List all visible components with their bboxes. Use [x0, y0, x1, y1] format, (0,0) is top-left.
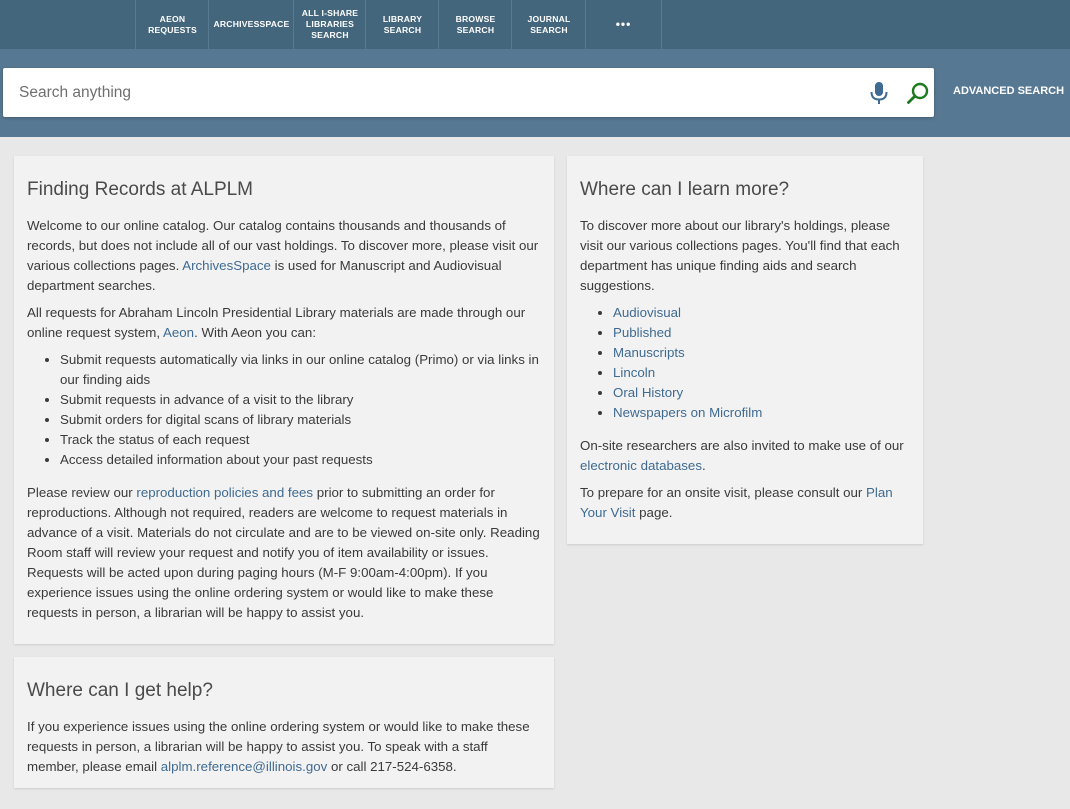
- list-item: [613, 323, 910, 343]
- collections-list: [580, 303, 910, 423]
- list-item: [613, 383, 910, 403]
- reproduction-policies-link[interactable]: reproduction policies and fees: [136, 485, 314, 500]
- nav-label: AEON REQUESTS: [148, 13, 197, 35]
- nav-more-button[interactable]: [585, 0, 662, 49]
- list-item: • Submit requests automatically via links in our online catalog (Primo) or via links in our finding aids: [60, 350, 541, 390]
- audiovisual-link[interactable]: Audiovisual: [613, 305, 682, 320]
- nav-label: ARCHIVESSPACE: [213, 19, 290, 29]
- search-input[interactable]: [3, 68, 843, 117]
- newspapers-link[interactable]: Newspapers on Microfilm: [613, 405, 763, 420]
- published-link[interactable]: Published: [613, 325, 672, 340]
- search-box: [3, 68, 934, 117]
- databases-paragraph: On-site researchers are also invited to make use of our electronic databases.: [580, 438, 904, 473]
- more-icon: •••: [615, 17, 632, 31]
- manuscripts-link[interactable]: Manuscripts: [613, 345, 685, 360]
- list-item: [613, 303, 910, 323]
- nav-all-ishare-search[interactable]: [293, 0, 366, 49]
- microphone-icon[interactable]: [868, 81, 890, 105]
- plan-visit-paragraph: To prepare for an onsite visit, please consult our Plan Your Visit page.: [580, 485, 893, 520]
- aeon-features-list: [27, 350, 541, 470]
- nav-label: JOURNAL SEARCH: [527, 13, 571, 35]
- help-paragraph: If you experience issues using the online ordering system or would like to make these requests in person, a librarian will be happy to assist you. To speak with a staff member, please email alplm.reference@illinois.gov or call 217-524-6358.: [27, 719, 530, 774]
- list-item: [613, 403, 910, 423]
- learn-more-card: [567, 156, 923, 544]
- list-item: • Access detailed information about your past requests: [60, 450, 541, 470]
- nav-label: ALL I-SHARE LIBRARIES SEARCH: [301, 8, 359, 40]
- holdings-paragraph: To discover more about our library's holdings, please visit our various collections pages. You'll find that each department has unique finding aids and search suggestions.: [580, 218, 900, 293]
- email-link[interactable]: alplm.reference@illinois.gov: [160, 759, 328, 774]
- nav-label: LIBRARY SEARCH: [382, 13, 423, 35]
- intro-paragraph: Welcome to our online catalog. Our catalog contains thousands and thousands of records, but does not include all of our vast holdings. To discover more, please visit our various collections pages. ArchivesSpace is used for Manuscript and Audiovisual department searches.: [27, 218, 539, 293]
- card-title: Where can I get help?: [27, 680, 213, 701]
- lincoln-link[interactable]: Lincoln: [613, 365, 656, 380]
- list-item: [613, 343, 910, 363]
- card-title: Finding Records at ALPLM: [27, 179, 254, 200]
- nav-label: BROWSE SEARCH: [455, 13, 496, 35]
- reproduction-paragraph: Please review our reproduction policies and fees prior to submitting an order for reproductions. Although not required, readers are welcome to request materials in advance of a visit. Materials do not circulate and are to be viewed on-site only. Reading Room staff will review your request and notify you of item availability or issues. Requests will be acted upon during paging hours (M-F 9:00am-4:00pm). If you experience issues using the online ordering system or would like to make these requests in person, a librarian will be happy to assist you.: [27, 485, 540, 620]
- help-card: [14, 657, 554, 788]
- list-item: • Submit orders for digital scans of library materials: [60, 410, 541, 430]
- finding-records-card: [14, 156, 554, 644]
- electronic-databases-link[interactable]: electronic databases: [580, 458, 702, 473]
- nav-browse-search[interactable]: [438, 0, 512, 49]
- top-navigation: [0, 0, 1070, 49]
- archivesspace-link[interactable]: ArchivesSpace: [182, 258, 271, 273]
- advanced-search-link[interactable]: ADVANCED SEARCH: [953, 85, 1065, 97]
- card-title: Where can I learn more?: [580, 179, 790, 200]
- nav-journal-search[interactable]: [511, 0, 586, 49]
- list-item: [613, 363, 910, 383]
- nav-library-search[interactable]: [365, 0, 439, 49]
- list-item: • Track the status of each request: [60, 430, 541, 450]
- list-item: • Submit requests in advance of a visit to the library: [60, 390, 541, 410]
- plan-your-visit-link[interactable]: Plan Your Visit: [580, 485, 893, 520]
- magnifier-icon[interactable]: [906, 81, 930, 105]
- nav-aeon-requests[interactable]: [135, 0, 209, 49]
- oral-history-link[interactable]: Oral History: [613, 385, 684, 400]
- search-bar: [0, 49, 1070, 137]
- aeon-paragraph: All requests for Abraham Lincoln Presidential Library materials are made through our online request system, Aeon. With Aeon you can:: [27, 305, 526, 340]
- aeon-link[interactable]: Aeon: [163, 325, 195, 340]
- nav-archivesspace[interactable]: [208, 0, 294, 49]
